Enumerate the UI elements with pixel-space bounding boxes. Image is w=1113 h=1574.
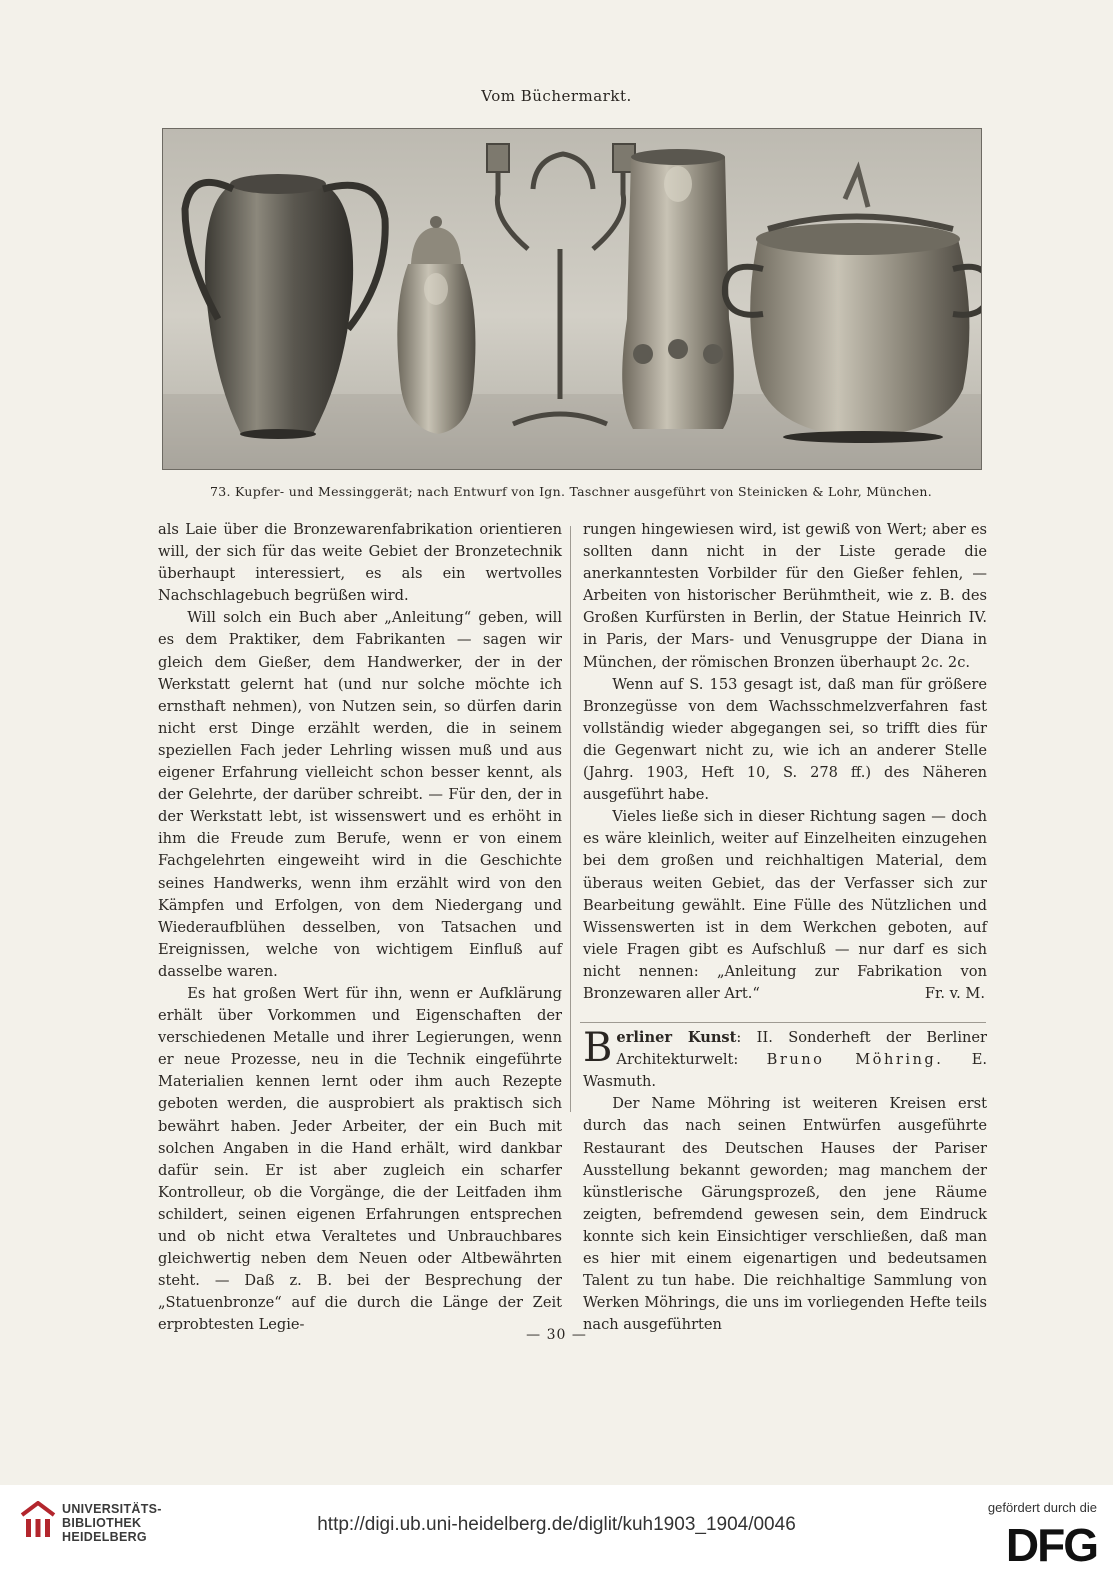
review-author: Bruno Möhring. [766, 1051, 944, 1069]
paragraph: Will solch ein Buch aber „Anleitung“ geben, will es dem Praktiker, dem Fabrikanten — sagen wir gleich dem Gießer, dem Handwerker, der in der Werkstatt gelernt hat (und nur solche möchte ich ernsthaft nehmen), von Nutzen sein, so dürfen darin nicht erst Dinge erzählt werden, die in seinem speziellen Fach jeder Lehrling wissen muß und aus eigener Erfahrung vielleicht schon besser kennt, als der Gelehrte, der darüber schreibt. — Für den, der in der Werkstatt lebt, ist wissenswert und es erhöht in ihm die Freude zum Berufe, wenn er von einem Fachgelehrten eingeweiht wird in die Geschichte seines Handwerks, wenn ihm erzählt wird von den Kämpfen und Erfolgen, von dem Niedergang und Wiederaufblühen desselben, von Tatsachen und Ereignissen, welche von wichtigem Einfluß auf dasselbe waren. [158, 609, 562, 980]
paragraph: rungen hingewiesen wird, ist gewiß von Wert; aber es sollten dann nicht in der Liste gerade die anerkanntesten Vorbilder für den Gießer fehlen, — Arbeiten von historischer Berühmtheit, wie z. B. des Großen Kurfürsten in Berlin, der Statue Heinrich IV. in Paris, der Mars- und Venusgruppe der Diana in München, der römischen Bronzen überhaupt 2c. 2c. [583, 521, 987, 671]
lidded-jar [397, 216, 475, 434]
paragraph [583, 806, 987, 1005]
figure-photo-metalware [162, 128, 982, 470]
dfg-logo: DFG [1005, 1519, 1097, 1571]
library-name-line: BIBLIOTHEK [62, 1516, 142, 1530]
paragraph: Der Name Möhring ist weiteren Kreisen erst durch das nach seinen Entwürfen ausgeführte Restaurant des Deutschen Hauses der Pariser Ausstellung bekannt geworden; mag manchem der künstlerische Gärungsprozeß, den jene Räume zeigten, befremdend gewesen sein, dem Eindruck konnte sich kein Einsichtiger verschließen, daß man es hier mit einem eigenartigen und bedeutsamen Talent zu tun habe. Die reichhaltige Sammlung von Werken Möhrings, die uns im vorliegenden Hefte teils nach ausgeführten [583, 1095, 987, 1334]
signature: Fr. v. M. [924, 984, 985, 1002]
figure-caption: 73. Kupfer- und Messinggerät; nach Entwurf von Ign. Taschner ausgeführt von Steinicken & Lohr, München. [209, 484, 933, 499]
permalink-url[interactable]: http://digi.ub.uni-heidelberg.de/diglit/kuh1903_1904/0046 [317, 1514, 796, 1535]
paragraph-text: Vieles ließe sich in dieser Richtung sagen — doch es wäre kleinlich, weiter auf Einzelheiten einzugehen bei dem großen und reichhaltigen Material, dem überaus weiten Gebiet, das der Verfasser sich zur Bearbeitung gewählt. Eine Fülle des Nützlichen und Wissenswerten ist in dem Werkchen geboten, auf viele Fragen gibt es Aufschluß — nur darf es sich nicht nennen: „Anleitung zur Fabrikation von Bronzewaren aller Art.“ [583, 808, 987, 1002]
library-name-line: UNIVERSITÄTS- [62, 1502, 162, 1516]
metalware-illustration [163, 129, 981, 469]
library-name-line: HEIDELBERG [62, 1530, 147, 1544]
review-title: erliner Kunst [616, 1029, 737, 1047]
paragraph: als Laie über die Bronzewarenfabrikation orientieren will, der sich für das weite Gebiet der Bronzetechnik überhaupt interessiert, es als ein wertvolles Nachschlagebuch begrüßen wird. [158, 521, 562, 605]
right-column [583, 519, 987, 1336]
left-column [158, 519, 562, 1336]
review-heading [583, 1027, 987, 1093]
tall-vase [622, 149, 734, 429]
review-publisher: E. Wasmuth. [583, 1051, 987, 1091]
dropcap: B [583, 1025, 613, 1072]
page-number: — 30 — [526, 1327, 587, 1343]
digitization-footer [0, 1485, 1113, 1574]
section-divider [580, 1022, 986, 1023]
paragraph: Es hat großen Wert für ihn, wenn er Aufklärung erhält über Vorkommen und Eigenschaften der verschiedenen Metalle und ihrer Legierungen, wenn er neue Prozesse, neu in die Technik eingeführte Materialien kennen lernt oder ihm auch Rezepte geboten werden, die ausprobiert als praktisch sich bewährt haben. Jeder Arbeiter, der ein Buch mit solchen Angaben in die Hand erhält, wird dankbar dafür sein. Er ist aber zugleich ein scharfer Kontrolleur, ob die Vorgänge, die der Leitfaden ihm schildert, seinen eigenen Erfahrungen entsprechen und ob nicht etwa Veraltetes und Unbrauchbares gleichwertig neben dem Neuen oder Altbewährten steht. — Daß z. B. bei der Besprechung der „Statuenbronze“ auf die durch die Länge der Zeit erprobtesten Legie- [158, 984, 562, 1334]
running-title: Vom Büchermarkt. [481, 87, 632, 105]
paragraph: Wenn auf S. 153 gesagt ist, daß man für größere Bronzegüsse von dem Wachsschmelzverfahren fast vollständig wieder abgegangen sei, so trifft dies für die Gegenwart nicht zu, wie ich an anderer Stelle (Jahrg. 1903, Heft 10, S. 278 ff.) des Näheren ausgeführt habe. [583, 675, 987, 804]
funding-note: gefördert durch die [987, 1500, 1097, 1515]
review-intro: : II. Sonderheft der Berliner Architekturwelt: [616, 1029, 987, 1069]
column-divider [570, 526, 571, 1112]
candelabra [487, 144, 635, 424]
